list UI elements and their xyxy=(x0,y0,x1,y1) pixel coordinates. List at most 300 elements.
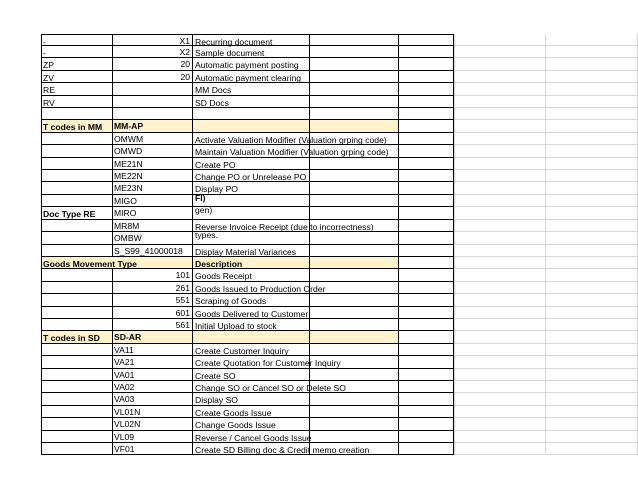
col-e-cell[interactable] xyxy=(399,406,454,418)
gridline xyxy=(545,356,546,368)
empty-grid-cells xyxy=(454,269,638,282)
col-b-cell-text: ME23N xyxy=(114,183,143,193)
col-b-cell[interactable] xyxy=(113,344,193,356)
col-b-cell-text: 261 xyxy=(175,283,190,293)
col-c-cell[interactable] xyxy=(193,108,310,120)
col-e-cell[interactable] xyxy=(399,431,454,443)
col-b-cell[interactable] xyxy=(113,58,193,71)
empty-grid-cells xyxy=(454,96,638,108)
col-d-cell[interactable] xyxy=(310,257,399,269)
col-a-cell[interactable] xyxy=(41,443,113,455)
col-c-cell[interactable] xyxy=(193,393,310,406)
col-b-cell[interactable] xyxy=(113,108,193,120)
col-d-cell[interactable] xyxy=(310,369,399,381)
col-b-cell[interactable] xyxy=(113,331,193,344)
col-a-cell[interactable] xyxy=(41,257,137,269)
col-b-cell[interactable] xyxy=(113,443,193,455)
col-b-cell[interactable] xyxy=(113,269,193,282)
col-b-cell[interactable] xyxy=(113,406,193,418)
doc-type-row xyxy=(0,96,638,108)
col-b-cell[interactable] xyxy=(113,220,193,232)
mm-tcode-row xyxy=(0,207,638,220)
col-c-cell-text: Create SD Billing doc & Credit memo creation xyxy=(195,445,370,455)
empty-grid-cells xyxy=(454,319,638,331)
col-d-cell[interactable] xyxy=(310,83,399,96)
col-a-cell[interactable] xyxy=(41,108,113,120)
gridline xyxy=(454,195,455,206)
col-a-cell[interactable] xyxy=(41,282,113,294)
col-c-cell[interactable] xyxy=(193,58,310,71)
col-e-cell[interactable] xyxy=(399,369,454,381)
doc-type-row xyxy=(0,83,638,96)
col-a-cell[interactable] xyxy=(41,307,113,319)
col-b-cell-text: MM-AP xyxy=(114,121,144,131)
col-c-cell[interactable] xyxy=(193,34,310,46)
col-e-cell[interactable] xyxy=(399,158,454,170)
col-c-cell[interactable] xyxy=(193,307,310,319)
empty-grid-cells xyxy=(454,443,638,455)
col-e-cell[interactable] xyxy=(399,96,454,108)
col-c-cell-text: types. xyxy=(195,230,218,240)
mm-tcode-row xyxy=(0,182,638,195)
col-a-cell-text: - xyxy=(43,37,46,46)
col-e-cell[interactable] xyxy=(399,393,454,406)
col-e-cell[interactable] xyxy=(399,232,454,245)
goods-movement-row xyxy=(0,269,638,282)
col-a-cell-text: T codes in MM xyxy=(43,122,103,132)
gridline xyxy=(454,170,455,181)
gridline xyxy=(545,195,546,206)
sd-tcode-row xyxy=(0,369,638,381)
gridline xyxy=(545,220,546,231)
col-a-cell[interactable] xyxy=(41,145,113,158)
col-b-cell-text: 101 xyxy=(175,270,190,280)
gridline xyxy=(545,406,546,417)
col-a-cell[interactable] xyxy=(41,195,113,207)
col-b-cell[interactable] xyxy=(113,158,193,170)
mm-tcode-row xyxy=(0,158,638,170)
col-e-cell[interactable] xyxy=(399,344,454,356)
col-c-cell[interactable] xyxy=(193,207,310,220)
gridline xyxy=(545,431,546,442)
col-c-cell-text: Display Material Variances xyxy=(195,247,297,257)
col-c-cell[interactable] xyxy=(193,418,310,431)
empty-grid-cells xyxy=(454,34,638,46)
col-b-cell[interactable] xyxy=(113,34,193,46)
col-c-cell-text: Display SO xyxy=(195,395,238,405)
col-d-cell[interactable] xyxy=(310,96,399,108)
gridline xyxy=(454,145,455,157)
col-c-cell[interactable] xyxy=(193,319,310,331)
col-c-cell[interactable] xyxy=(193,381,346,393)
col-b-cell-text: VA03 xyxy=(114,394,135,404)
col-d-cell[interactable] xyxy=(310,46,399,58)
empty-grid-cells xyxy=(454,232,638,245)
sd-section-header xyxy=(0,331,638,344)
empty-grid-cells xyxy=(454,344,638,356)
goods-movement-row xyxy=(0,307,638,319)
empty-grid-cells xyxy=(454,220,638,232)
col-a-cell[interactable] xyxy=(41,418,113,431)
col-d-cell[interactable] xyxy=(310,344,399,356)
empty-grid-cells xyxy=(454,158,638,170)
col-c-cell[interactable] xyxy=(193,96,310,108)
col-d-cell[interactable] xyxy=(310,232,399,245)
col-b-cell[interactable] xyxy=(113,96,193,108)
col-b-cell[interactable] xyxy=(113,232,193,245)
col-b-cell[interactable] xyxy=(113,182,193,195)
col-d-cell[interactable] xyxy=(310,195,399,207)
col-e-cell[interactable] xyxy=(399,381,454,393)
col-e-cell[interactable] xyxy=(399,120,454,133)
col-b-cell-text: VA11 xyxy=(114,345,134,355)
empty-grid-cells xyxy=(454,307,638,319)
gridline xyxy=(454,381,455,392)
col-c-cell-text: Description xyxy=(195,259,243,269)
gridline xyxy=(454,369,455,380)
col-d-cell[interactable] xyxy=(310,120,399,133)
empty-grid-cells xyxy=(454,369,638,381)
gridline xyxy=(545,381,546,392)
mm-tcode-row xyxy=(0,220,638,232)
col-b-cell[interactable] xyxy=(113,46,193,58)
gridline xyxy=(545,369,546,380)
col-a-cell[interactable] xyxy=(41,331,113,344)
col-d-cell[interactable] xyxy=(310,294,399,307)
col-c-cell[interactable] xyxy=(193,356,341,369)
col-b-cell[interactable] xyxy=(113,195,193,207)
col-e-cell[interactable] xyxy=(399,443,454,455)
col-e-cell[interactable] xyxy=(399,269,454,282)
empty-grid-cells xyxy=(454,120,638,133)
col-c-cell[interactable] xyxy=(193,71,310,83)
col-a-cell[interactable] xyxy=(41,71,113,83)
col-b-cell[interactable] xyxy=(113,307,193,319)
col-c-cell-text: Reverse / Cancel Goods Issue xyxy=(195,433,312,443)
gridline xyxy=(545,34,546,45)
doc-type-row xyxy=(0,71,638,83)
empty-grid-cells xyxy=(454,418,638,431)
sd-tcode-row xyxy=(0,443,638,455)
col-a-cell[interactable] xyxy=(41,245,113,257)
col-d-cell[interactable] xyxy=(310,406,399,418)
col-e-cell[interactable] xyxy=(399,58,454,71)
col-b-cell[interactable] xyxy=(113,369,193,381)
col-c-cell[interactable] xyxy=(193,344,310,356)
col-c-cell[interactable] xyxy=(193,170,310,182)
col-e-cell[interactable] xyxy=(399,257,454,269)
col-b-cell-text: X2 xyxy=(179,47,190,57)
gridline xyxy=(454,158,455,169)
gridline xyxy=(545,207,546,219)
col-a-cell[interactable] xyxy=(41,369,113,381)
gridline xyxy=(454,120,455,132)
col-d-cell[interactable] xyxy=(310,108,399,120)
col-e-cell[interactable] xyxy=(399,307,454,319)
col-a-cell[interactable] xyxy=(41,58,113,71)
gridline xyxy=(454,307,455,318)
col-b-cell-text: OMWD xyxy=(114,146,143,156)
empty-grid-cells xyxy=(454,71,638,83)
col-d-cell[interactable] xyxy=(310,307,399,319)
col-c-cell[interactable] xyxy=(193,245,310,257)
col-d-cell[interactable] xyxy=(310,319,399,331)
col-b-cell-text: OMWM xyxy=(114,134,144,144)
col-b-cell-text: MR8M xyxy=(114,221,140,231)
col-e-cell[interactable] xyxy=(399,46,454,58)
col-b-cell-text: MIRO xyxy=(114,208,137,218)
col-e-cell[interactable] xyxy=(399,319,454,331)
col-b-cell-text: VL01N xyxy=(114,407,141,417)
col-b-cell[interactable] xyxy=(113,393,193,406)
empty-grid-cells xyxy=(454,195,638,207)
col-b-cell[interactable] xyxy=(113,282,193,294)
gridline xyxy=(545,443,546,454)
gridline xyxy=(454,356,455,368)
col-b-cell[interactable] xyxy=(113,145,193,158)
col-c-cell[interactable] xyxy=(193,83,310,96)
col-b-cell[interactable] xyxy=(113,207,193,220)
col-a-cell-text: ZP xyxy=(43,60,54,70)
col-d-cell[interactable] xyxy=(310,269,399,282)
gridline xyxy=(545,96,546,107)
col-a-cell-text: Goods Movement Type xyxy=(43,259,137,269)
col-e-cell[interactable] xyxy=(399,133,454,145)
col-d-cell[interactable] xyxy=(310,71,399,83)
gridline xyxy=(545,331,546,343)
col-c-cell[interactable] xyxy=(193,269,310,282)
col-a-cell[interactable] xyxy=(41,133,113,145)
gridline xyxy=(545,393,546,405)
col-b-cell-text: VA02 xyxy=(114,382,135,392)
col-e-cell[interactable] xyxy=(399,207,454,220)
col-d-cell[interactable] xyxy=(310,282,399,294)
col-b-cell[interactable] xyxy=(113,133,193,145)
empty-grid-cells xyxy=(454,58,638,71)
gridline xyxy=(454,269,455,281)
gridline xyxy=(545,344,546,355)
col-a-cell[interactable] xyxy=(41,182,113,195)
col-a-cell-text: T codes in SD xyxy=(43,333,100,343)
col-e-cell[interactable] xyxy=(399,331,454,344)
empty-grid-cells xyxy=(454,282,638,294)
col-c-cell-text: Maintain Valuation Modifier (Valuation grping code) xyxy=(195,147,389,157)
empty-grid-cells xyxy=(454,245,638,257)
col-b-cell-text: VL09 xyxy=(114,432,135,442)
mm-tcode-row xyxy=(0,145,638,158)
gridline xyxy=(545,133,546,144)
col-d-cell[interactable] xyxy=(310,393,399,406)
col-a-cell-text: RV xyxy=(43,98,55,108)
col-a-cell-text: - xyxy=(43,48,46,58)
col-c-cell-text: MM Docs xyxy=(195,85,232,95)
col-d-cell[interactable] xyxy=(310,34,399,46)
col-a-cell[interactable] xyxy=(41,393,113,406)
col-a-cell[interactable] xyxy=(41,356,113,369)
goods-movement-header xyxy=(0,257,638,269)
col-a-cell[interactable] xyxy=(41,46,113,58)
col-c-cell[interactable] xyxy=(193,158,310,170)
col-c-cell[interactable] xyxy=(193,133,387,145)
col-c-cell[interactable] xyxy=(193,232,310,245)
col-d-cell[interactable] xyxy=(310,58,399,71)
col-e-cell[interactable] xyxy=(399,195,454,207)
empty-grid-cells xyxy=(454,257,638,269)
col-a-cell[interactable] xyxy=(41,207,113,220)
doc-type-row xyxy=(0,34,638,46)
col-b-cell-text: VF01 xyxy=(114,444,135,454)
col-d-cell[interactable] xyxy=(310,431,399,443)
gridline xyxy=(545,245,546,256)
col-a-cell[interactable] xyxy=(41,34,113,46)
col-c-cell[interactable] xyxy=(193,331,310,344)
col-e-cell[interactable] xyxy=(399,71,454,83)
col-d-cell[interactable] xyxy=(310,207,399,220)
gridline xyxy=(545,120,546,132)
gridline xyxy=(454,294,455,306)
col-d-cell[interactable] xyxy=(310,145,399,158)
col-d-cell[interactable] xyxy=(310,418,399,431)
col-a-cell[interactable] xyxy=(41,319,113,331)
doc-type-row xyxy=(0,46,638,58)
col-c-cell-text: Create Quotation for Customer Inquiry xyxy=(195,358,341,368)
gridline xyxy=(454,331,455,343)
col-e-cell[interactable] xyxy=(399,145,454,158)
col-a-cell[interactable] xyxy=(41,344,113,356)
gridline xyxy=(454,393,455,405)
col-a-cell[interactable] xyxy=(41,158,113,170)
col-c-cell-text: Automatic payment posting xyxy=(195,60,299,70)
col-a-cell[interactable] xyxy=(41,406,113,418)
col-d-cell[interactable] xyxy=(310,356,399,369)
col-b-cell[interactable] xyxy=(113,431,193,443)
col-b-cell[interactable] xyxy=(113,71,193,83)
col-a-cell[interactable] xyxy=(41,431,113,443)
gridline xyxy=(545,319,546,330)
col-b-cell-text: 551 xyxy=(175,295,190,305)
col-c-cell[interactable] xyxy=(193,406,310,418)
col-a-cell[interactable] xyxy=(41,96,113,108)
empty-grid-cells xyxy=(454,331,638,344)
col-c-cell-text: Change Goods Issue xyxy=(195,420,276,430)
empty-grid-cells xyxy=(454,46,638,58)
col-d-cell[interactable] xyxy=(310,220,399,232)
gridline xyxy=(454,431,455,442)
mm-tcode-row xyxy=(0,245,638,257)
col-d-cell[interactable] xyxy=(310,158,399,170)
gridline xyxy=(545,307,546,318)
gridline xyxy=(545,418,546,430)
col-d-cell[interactable] xyxy=(310,331,399,344)
col-e-cell[interactable] xyxy=(399,282,454,294)
gridline xyxy=(454,96,455,107)
col-d-cell[interactable] xyxy=(310,381,399,393)
col-a-cell[interactable] xyxy=(41,120,113,133)
col-b-cell[interactable] xyxy=(113,418,193,431)
col-b-cell[interactable] xyxy=(113,245,193,257)
col-e-cell[interactable] xyxy=(399,108,454,120)
col-b-cell-text: VA21 xyxy=(114,357,135,367)
col-c-cell[interactable] xyxy=(193,46,310,58)
col-c-cell[interactable] xyxy=(193,294,310,307)
col-b-cell-text: VL02N xyxy=(114,419,141,429)
col-e-cell[interactable] xyxy=(399,182,454,195)
col-e-cell[interactable] xyxy=(399,418,454,431)
col-c-cell-text: SD Docs xyxy=(195,98,229,108)
col-e-cell[interactable] xyxy=(399,245,454,257)
col-d-cell[interactable] xyxy=(310,245,399,257)
empty-grid-cells xyxy=(454,133,638,145)
col-a-cell[interactable] xyxy=(41,220,113,232)
gridline xyxy=(454,257,455,268)
col-c-cell-text: Initial Upload to stock xyxy=(195,321,277,331)
col-d-cell[interactable] xyxy=(310,182,399,195)
col-e-cell[interactable] xyxy=(399,83,454,96)
col-c-cell[interactable] xyxy=(193,369,310,381)
gridline xyxy=(545,257,546,268)
col-b-cell-text: ME21N xyxy=(114,159,143,169)
gridline xyxy=(545,170,546,181)
sd-tcode-row xyxy=(0,393,638,406)
col-c-cell[interactable] xyxy=(193,257,310,269)
gridline xyxy=(454,58,455,70)
col-c-cell[interactable] xyxy=(193,120,310,133)
col-a-cell[interactable] xyxy=(41,381,113,393)
gridline xyxy=(454,46,455,57)
col-c-cell[interactable] xyxy=(193,145,389,158)
col-b-cell-text: SD-AR xyxy=(114,332,142,342)
sd-tcode-row xyxy=(0,431,638,443)
gridline xyxy=(454,245,455,256)
gridline xyxy=(454,344,455,355)
mm-section-header xyxy=(0,120,638,133)
col-b-cell[interactable] xyxy=(113,319,193,331)
col-d-cell[interactable] xyxy=(310,170,399,182)
col-d-cell[interactable] xyxy=(310,133,399,145)
gridline xyxy=(454,108,455,119)
col-c-cell[interactable] xyxy=(193,282,326,294)
col-b-cell[interactable] xyxy=(113,294,193,307)
gridline xyxy=(454,220,455,231)
gridline xyxy=(545,182,546,194)
gridline xyxy=(454,71,455,82)
empty-grid-cells xyxy=(454,108,638,120)
col-e-cell[interactable] xyxy=(399,34,454,46)
col-d-cell[interactable] xyxy=(310,443,399,455)
col-a-cell[interactable] xyxy=(41,269,113,282)
gridline xyxy=(454,319,455,330)
col-c-cell-text: Change PO or Unrelease PO xyxy=(195,172,307,182)
col-a-cell[interactable] xyxy=(41,294,113,307)
col-a-cell[interactable] xyxy=(41,232,113,245)
col-b-cell[interactable] xyxy=(113,83,193,96)
col-e-cell[interactable] xyxy=(399,220,454,232)
col-e-cell[interactable] xyxy=(399,294,454,307)
col-c-cell[interactable] xyxy=(193,431,310,443)
gridline xyxy=(545,46,546,57)
col-a-cell[interactable] xyxy=(41,170,113,182)
col-b-cell[interactable] xyxy=(113,356,193,369)
col-e-cell[interactable] xyxy=(399,356,454,369)
gridline xyxy=(545,232,546,244)
col-e-cell[interactable] xyxy=(399,170,454,182)
col-a-cell[interactable] xyxy=(41,83,113,96)
col-b-cell[interactable] xyxy=(113,381,193,393)
col-b-cell[interactable] xyxy=(113,170,193,182)
col-c-cell[interactable] xyxy=(193,443,370,455)
col-b-cell[interactable] xyxy=(113,120,193,133)
col-c-cell-text: Create Goods Issue xyxy=(195,408,272,418)
